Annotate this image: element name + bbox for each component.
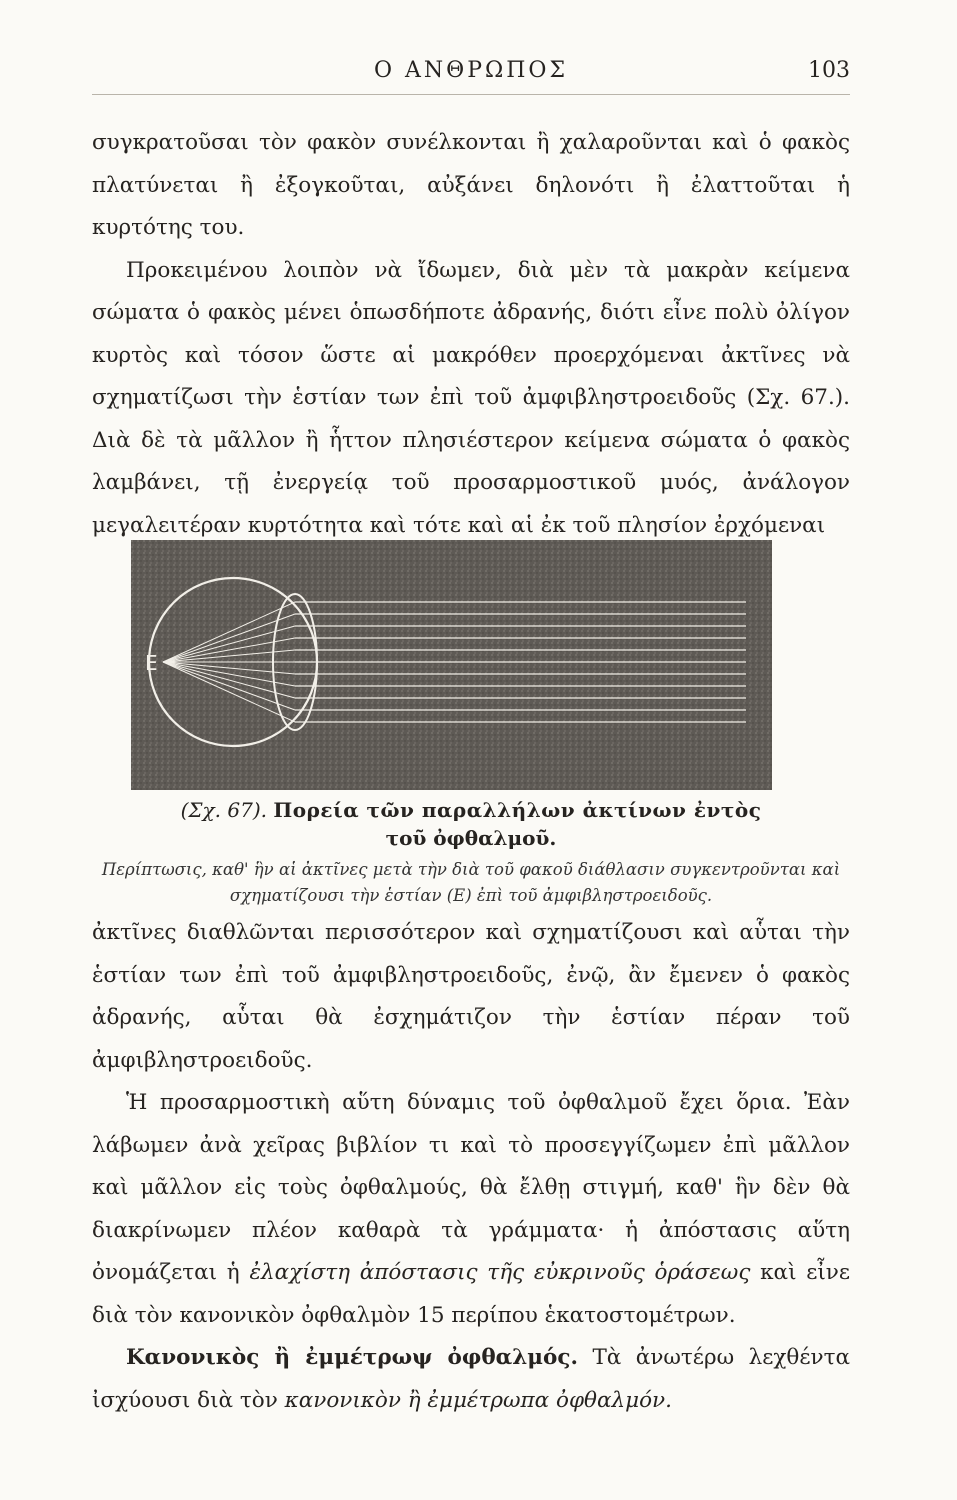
caption-description: Περίπτωσις, καθ' ἣν αἱ ἀκτῖνες μετὰ τὴν διὰ τοῦ φακοῦ διάθλασιν συγκεντροῦνται καὶ σχηματίζουσι τὴν ἑστίαν (Ε) ἐπὶ τοῦ ἀμφιβληστροειδοῦς. bbox=[101, 860, 841, 905]
focus-label: E bbox=[145, 651, 158, 675]
page-number: 103 bbox=[808, 58, 850, 83]
figure-number: (Σχ. 67). bbox=[180, 798, 267, 822]
caption-title: Πορεία τῶν παραλλήλων ἀκτίνων ἐντὸς bbox=[273, 798, 762, 822]
paragraph-4-text: Ἡ προσαρμοστικὴ αὕτη δύναμις τοῦ ὀφθαλμοῦ ἔχει ὅρια. Ἐὰν λάβωμεν ἀνὰ χεῖρας βιβλίον τι καὶ τὸ προσεγγίζωμεν ἐπὶ μᾶλλον καὶ μᾶλλον εἰς τοὺς ὀφθαλμούς, θὰ ἔλθῃ στιγμή, καθ' ἣν δὲν θὰ διακρίνωμεν πλέον καθαρὰ τὰ γράμματα· ἡ ἀπόστασις αὕτη ὀνομάζεται ἡ bbox=[92, 1090, 850, 1285]
section-heading: Κανονικὸς ἢ ἐμμέτρωψ ὀφθαλμός. bbox=[126, 1345, 578, 1370]
figure-caption bbox=[92, 795, 850, 909]
paragraph-1: συγκρατοῦσαι τὸν φακὸν συνέλκονται ἢ χαλαροῦνται καὶ ὁ φακὸς πλατύνεται ἢ ἐξογκοῦται, αὐξάνει δηλονότι ἢ ἐλαττοῦται ἡ κυρτότης του. bbox=[92, 130, 850, 240]
paragraph-4-text-after: καὶ εἶνε διὰ τὸν κανονικὸν ὀφθαλμὸν 15 περίπου ἑκατοστομέτρων. bbox=[92, 1260, 850, 1328]
eye-diagram-figure bbox=[131, 540, 772, 790]
paragraph-5 bbox=[92, 1337, 850, 1422]
paragraph-4 bbox=[92, 1082, 850, 1337]
running-title: Ο ΑΝΘΡΩΠΟΣ bbox=[373, 58, 569, 83]
eye-diagram bbox=[131, 540, 772, 790]
text-block-lower bbox=[92, 912, 850, 1422]
paragraph-4-italic: ἐλαχίστη ἀπόστασις τῆς εὐκρινοῦς ὁράσεως bbox=[249, 1260, 751, 1285]
paragraph-3: ἀκτῖνες διαθλῶνται περισσότερον καὶ σχηματίζουσι καὶ αὗται τὴν ἑστίαν των ἐπὶ τοῦ ἀμφιβληστροειδοῦς, ἐνῷ, ἂν ἔμενεν ὁ φακὸς ἀδρανής, αὗται θὰ ἐσχημάτιζον τὴν ἑστίαν πέραν τοῦ ἀμφιβληστροειδοῦς. bbox=[92, 920, 850, 1073]
running-header bbox=[92, 54, 850, 95]
paragraph-2: Προκειμένου λοιπὸν νὰ ἴδωμεν, διὰ μὲν τὰ μακρὰν κείμενα σώματα ὁ φακὸς μένει ὁπωσδήποτε ἀδρανής, διότι εἶνε πολὺ ὀλίγον κυρτὸς καὶ τόσον ὥστε αἱ μακρόθεν προερχόμεναι ἀκτῖνες νὰ σχηματίζωσι τὴν ἑστίαν των ἐπὶ τοῦ ἀμφιβληστροειδοῦς (Σχ. 67.). Διὰ δὲ τὰ μᾶλλον ἢ ἧττον πλησιέστερον κείμενα σώματα ὁ φακὸς λαμβάνει, τῇ ἐνεργείᾳ τοῦ προσαρμοστικοῦ μυός, ἀνάλογον μεγαλειτέραν κυρτότητα καὶ τότε καὶ αἱ ἐκ τοῦ πλησίον ἐρχόμεναι bbox=[92, 257, 850, 538]
caption-heading bbox=[92, 795, 850, 825]
paragraph-5-italic: κανονικὸν ἢ ἐμμέτρωπα ὀφθαλμόν. bbox=[284, 1387, 672, 1413]
caption-title-cont: τοῦ ὀφθαλμοῦ. bbox=[385, 826, 557, 850]
paragraph-5-text: Τὰ ἀνωτέρω λεχθέντα ἰσχύουσι διὰ τὸν bbox=[92, 1345, 850, 1413]
text-block-upper bbox=[92, 122, 850, 547]
